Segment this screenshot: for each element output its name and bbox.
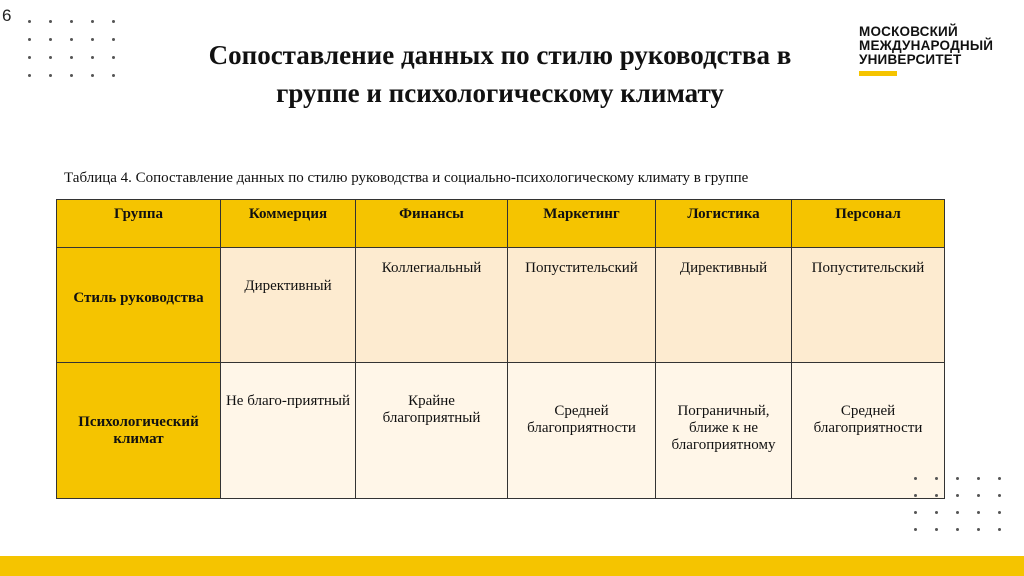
slide-title-line-2: группе и психологическому климату (276, 78, 724, 108)
table-cell: Не благо-приятный (221, 363, 356, 499)
logo-line-2: МЕЖДУНАРОДНЫЙ (859, 38, 994, 53)
table-cell: Директивный (221, 248, 356, 363)
row-label-psychological-climate: Психологический климат (57, 363, 221, 499)
table-caption: Таблица 4. Сопоставление данных по стилю руководства и социально-психологическому климату в группе (64, 170, 749, 186)
logo-line-1: МОСКОВСКИЙ (859, 24, 958, 39)
slide-title (130, 36, 870, 112)
table-row (57, 248, 945, 363)
header-commerce: Коммерция (221, 200, 356, 248)
logo-line-3: УНИВЕРСИТЕТ (859, 52, 962, 67)
footer-accent-bar (0, 556, 1024, 576)
table-cell: Попустительский (792, 248, 945, 363)
decorative-dot-grid-bottom (914, 477, 1001, 531)
header-logistics: Логистика (656, 200, 792, 248)
row-label-leadership-style: Стиль руководства (57, 248, 221, 363)
university-logo (859, 25, 993, 67)
table-cell: Пограничный, ближе к не благоприятному (656, 363, 792, 499)
table-cell: Коллегиальный (356, 248, 508, 363)
table-cell: Средней благоприятности (792, 363, 945, 499)
decorative-dot-grid-top (28, 20, 115, 77)
comparison-table (56, 199, 945, 499)
header-finance: Финансы (356, 200, 508, 248)
table-cell: Директивный (656, 248, 792, 363)
table-cell: Крайне благоприятный (356, 363, 508, 499)
logo-accent-bar (859, 71, 897, 76)
table-row (57, 363, 945, 499)
table-header-row (57, 200, 945, 248)
header-group: Группа (57, 200, 221, 248)
slide-number: 6 (2, 6, 12, 25)
slide-title-line-1: Сопоставление данных по стилю руководства в (208, 40, 792, 70)
header-personnel: Персонал (792, 200, 945, 248)
table-cell: Попустительский (508, 248, 656, 363)
header-marketing: Маркетинг (508, 200, 656, 248)
table-cell: Средней благоприятности (508, 363, 656, 499)
